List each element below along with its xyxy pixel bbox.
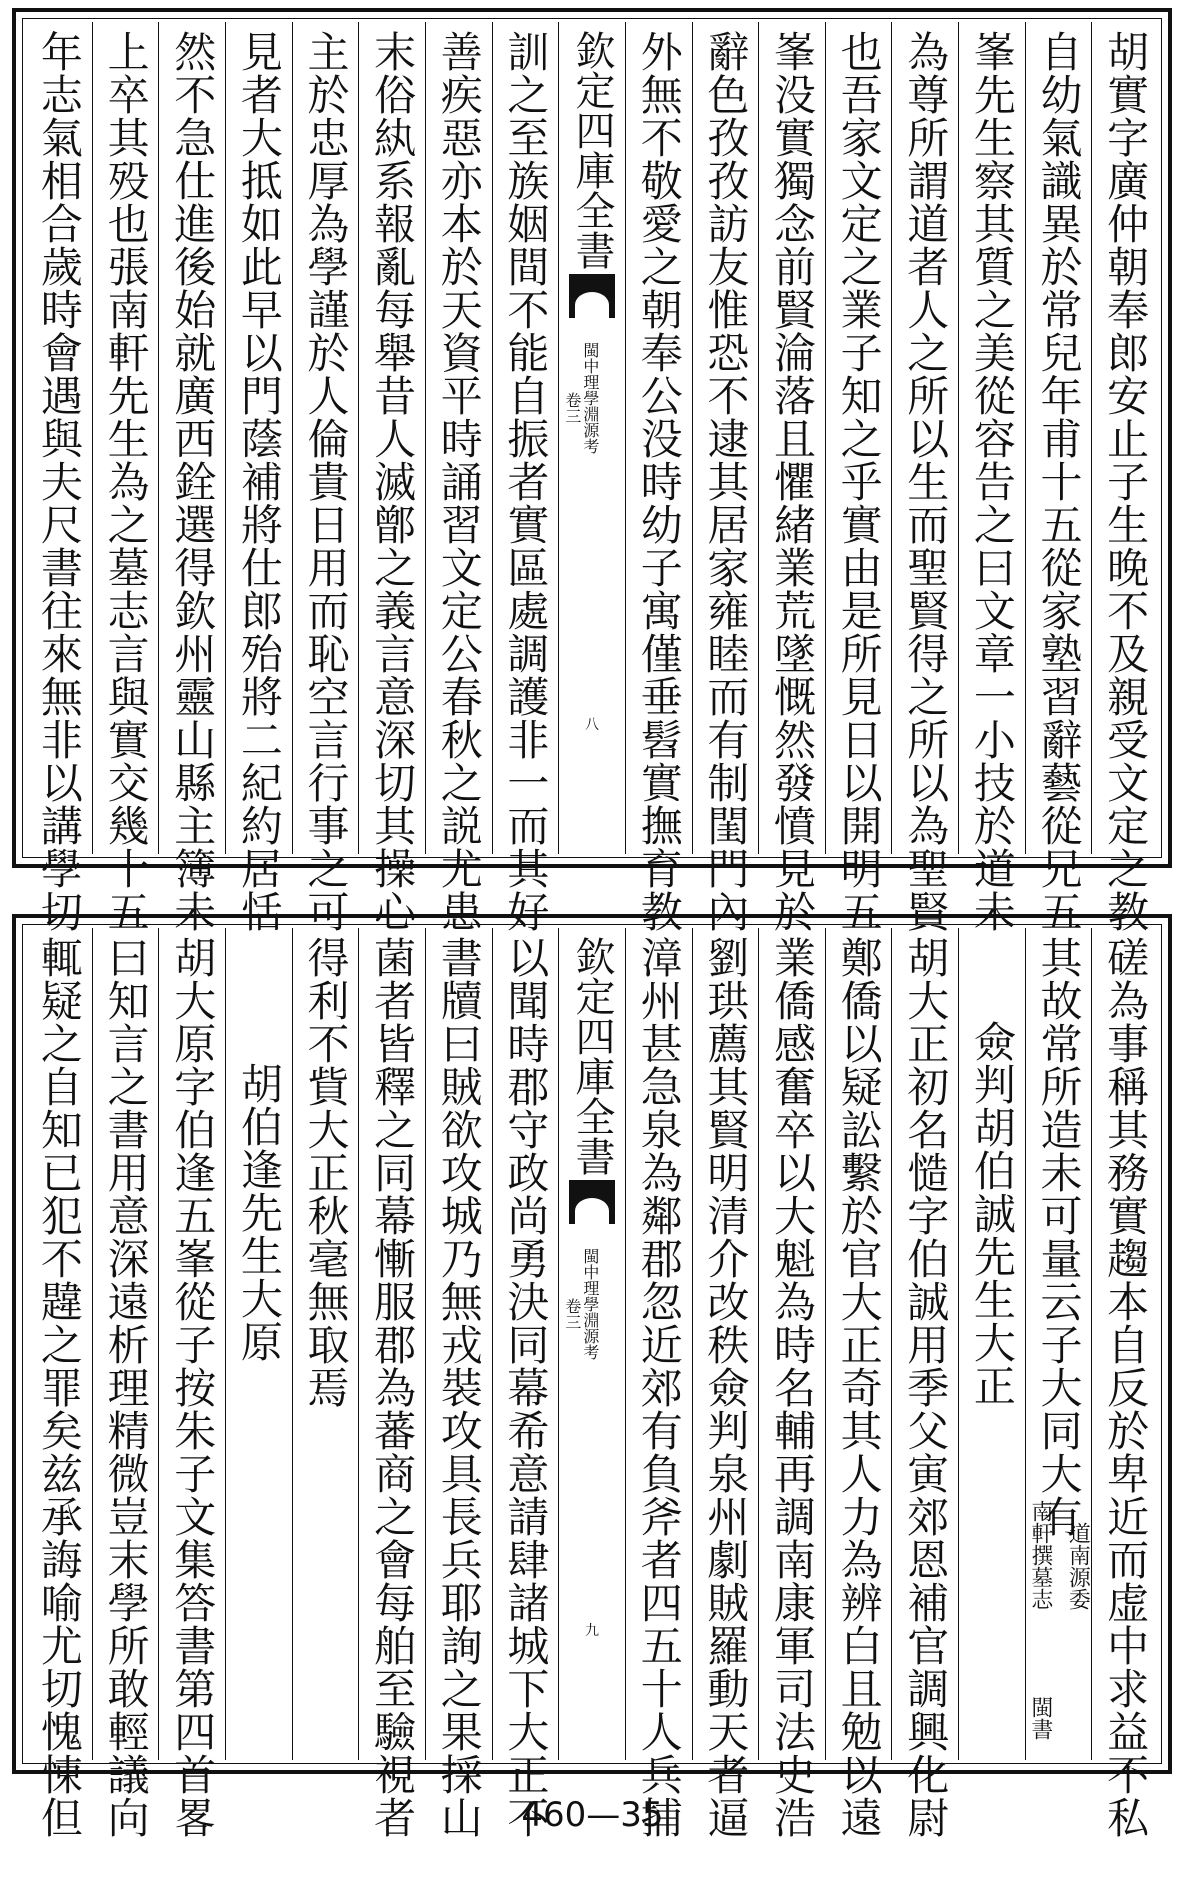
column-text: 見者大抵如此早以門蔭補將仕郎殆將二紀約居恬 [234,30,284,933]
top-page [12,8,1172,933]
column-text: 胡大原字伯逢五峯從子按朱子文集答書第四首畧 [168,936,218,1839]
column-text: 胡實字廣仲朝奉郎安止子生晚不及親受文定之教 [1101,30,1151,933]
page-number: 八 [585,717,600,733]
text-column [292,928,359,1760]
column-text: 其故常所造未可量云子大同大有 [1034,936,1084,1538]
column-text: 書牘曰賊欲攻城乃無戎裝攻具長兵耶詢之果採山 [434,936,484,1839]
source-note: 南軒撰墓志 [1027,1500,1053,1610]
text-column [891,22,958,933]
text-column [1025,22,1092,933]
column-text: 上卒其殁也張南軒先生為之墓志言與實交幾十五 [101,30,151,933]
column-text: 自幼氣識異於常兒年甫十五從家塾習辭藝從兄五 [1034,30,1084,933]
column-text: 末俗紈系報亂每舉昔人滅鄫之義言意深切其操心 [368,30,418,933]
column-text: 然不急仕進後始就廣西銓選得欽州靈山縣主簿未 [168,30,218,933]
column-text: 胡大正初名慥字伯誠用季父寅郊恩補官調興化尉 [901,936,951,1839]
column-text: 以聞時郡守政尚勇決同幕希意請肆諸城下大正不 [501,936,551,1839]
text-column [92,928,159,1839]
text-column [358,22,425,933]
text-column [492,22,559,933]
text-column [225,928,292,1760]
heading-text: 胡伯逢先生大原 [234,1062,284,1363]
text-column [891,928,958,1839]
text-column [26,22,92,933]
column-text: 年志氣相合歲時會遇與夫尺書往來無非以講學切 [34,30,84,933]
column-text: 為尊所謂道者人之所以生而聖賢得之所以為聖賢 [901,30,951,933]
text-column [825,22,892,933]
column-text: 辭色孜孜訪友惟恐不逮其居家雍睦而有制閨門內 [701,30,751,933]
column-text: 業僑感奮卒以大魁為時名輔再調南康軍司法史浩 [767,936,817,1839]
text-column [692,22,759,933]
page-number: 九 [585,1623,600,1639]
column-text: 菌者皆釋之同幕慚服郡為蕃商之會每舶至驗視者 [368,936,418,1839]
text-column [425,928,492,1839]
volume-label: 卷三 [562,1298,582,1330]
column-text: 鄭僑以疑訟繫於官大正奇其人力為辨白且勉以遠 [834,936,884,1839]
text-column [1091,22,1158,933]
text-column [158,22,225,933]
column-text: 主於忠厚為學謹於人倫貴日用而恥空言行事之可 [301,30,351,933]
book-title: 欽定四庫全書 [569,936,616,1176]
text-column [225,22,292,933]
text-column [158,928,225,1839]
text-column [625,928,692,1839]
text-column [92,22,159,933]
source-note: 閩書 [1027,1696,1053,1740]
text-column [492,928,559,1839]
text-column [692,928,759,1839]
fish-tail-mark [569,1180,615,1224]
scan-page-number: 460—35 [521,1795,664,1835]
section-title: 閩中理學淵源考 [580,342,600,454]
text-column [26,928,92,1839]
column-text: 輒疑之自知已犯不韙之罪矣兹承誨喻尤切愧悚但 [34,936,84,1839]
text-column [625,22,692,933]
text-column [358,928,425,1839]
top-columns [26,22,1158,933]
column-text: 訓之至族姻間不能自振者實區處調護非一而其好 [501,30,551,933]
column-text: 漳州甚急泉為鄰郡忽近郊有負斧者四五十人兵捕 [634,936,684,1839]
column-text: 曰知言之書用意深遠析理精微豈末學所敢輕議向 [101,936,151,1839]
column-text: 也吾家文定之業子知之乎實由是所見日以開明五 [834,30,884,933]
text-column [958,22,1025,933]
column-text: 善疾惡亦本於天資平時誦習文定公春秋之説尤患 [434,30,484,933]
center-fold [558,22,625,854]
heading-text: 僉判胡伯誠先生大正 [967,1020,1017,1407]
fish-tail-mark [569,274,615,318]
column-text: 磋為事稱其務實趨本自反於卑近而虚中求益不私 [1101,936,1151,1839]
column-text: 峯没實獨念前賢淪落且懼緒業荒墜慨然發憤見於 [767,30,817,933]
text-column [958,928,1025,1760]
book-title: 欽定四庫全書 [569,30,616,270]
source-note: 道南源委 [1065,1522,1091,1610]
text-column [758,22,825,933]
text-column [1091,928,1158,1839]
column-text: 得利不貲大正秋毫無取焉 [301,936,351,1409]
column-text: 劉珙薦其賢明清介改秩僉判泉州劇賊羅動天者逼 [701,936,751,1839]
text-column [825,928,892,1839]
column-text: 外無不敬愛之朝奉公没時幼子寓僅垂髫實撫育教 [634,30,684,933]
column-text: 峯先生察其質之美從容告之曰文章一小技於道未 [967,30,1017,933]
text-column [292,22,359,933]
volume-label: 卷三 [562,392,582,424]
text-column [425,22,492,933]
center-fold [558,928,625,1760]
section-title: 閩中理學淵源考 [580,1248,600,1360]
text-column [1025,928,1092,1760]
text-column [758,928,825,1839]
